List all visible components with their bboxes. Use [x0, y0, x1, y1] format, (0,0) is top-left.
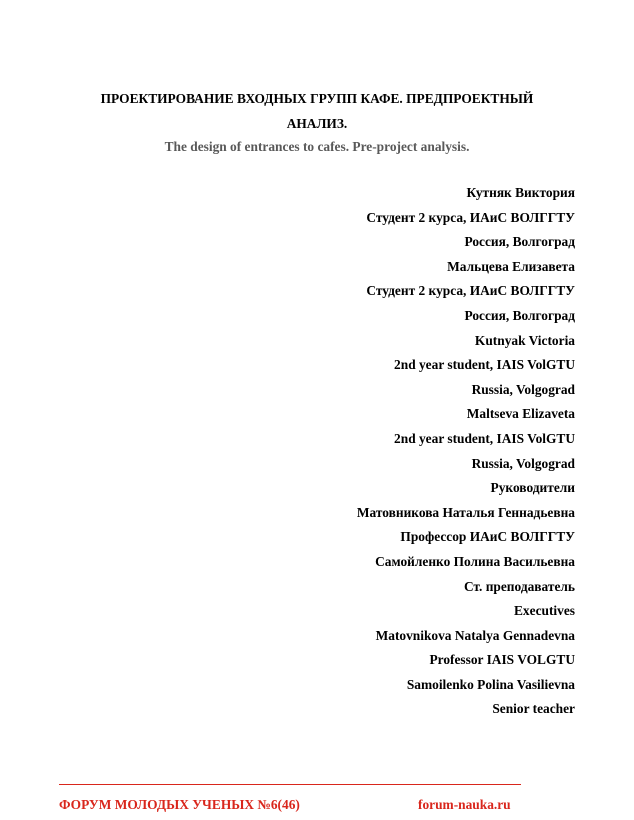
supervisors-heading: Руководители: [490, 480, 575, 496]
author-line: Студент 2 курса, ИАиС ВОЛГГТУ: [366, 209, 575, 225]
author-line: Россия, Волгоград: [464, 307, 575, 323]
author-line: Студент 2 курса, ИАиС ВОЛГГТУ: [366, 283, 575, 299]
executives-heading: Executives: [514, 603, 575, 619]
author-line: 2nd year student, IAIS VolGTU: [394, 430, 575, 446]
paper-title-line-2: АНАЛИЗ.: [286, 116, 348, 131]
author-info-block: [357, 184, 575, 725]
author-line: Samoilenko Polina Vasilievna: [406, 676, 575, 692]
author-line: Senior teacher: [492, 701, 575, 717]
author-line: Russia, Volgograd: [471, 381, 575, 397]
author-line: Россия, Волгоград: [464, 234, 575, 250]
footer-journal-name: ФОРУМ МОЛОДЫХ УЧЕНЫХ №6(46): [59, 797, 300, 812]
author-line: Matovnikova Natalya Gennadevna: [375, 627, 575, 643]
author-line: Russia, Volgograd: [471, 455, 575, 471]
author-line: Ст. преподаватель: [463, 578, 575, 594]
author-line: Мальцева Елизавета: [447, 258, 575, 274]
paper-title-line-1: ПРОЕКТИРОВАНИЕ ВХОДНЫХ ГРУПП КАФЕ. ПРЕДПРОЕКТНЫЙ: [100, 91, 534, 106]
author-line: Профессор ИАиС ВОЛГГТУ: [400, 529, 575, 545]
footer-divider: [59, 784, 521, 785]
author-line: 2nd year student, IAIS VolGTU: [394, 357, 575, 373]
author-line: Kutnyak Victoria: [474, 332, 575, 348]
author-line: Maltseva Elizaveta: [466, 406, 575, 422]
author-line: Самойленко Полина Васильевна: [375, 553, 575, 569]
paper-subtitle-english: The design of entrances to cafes. Pre-project analysis.: [164, 139, 470, 154]
footer-website: forum-nauka.ru: [418, 797, 511, 812]
author-line: Матовникова Наталья Геннадьевна: [356, 504, 575, 520]
author-line: Professor IAIS VOLGTU: [429, 652, 575, 668]
author-line: Кутняк Виктория: [466, 185, 575, 200]
